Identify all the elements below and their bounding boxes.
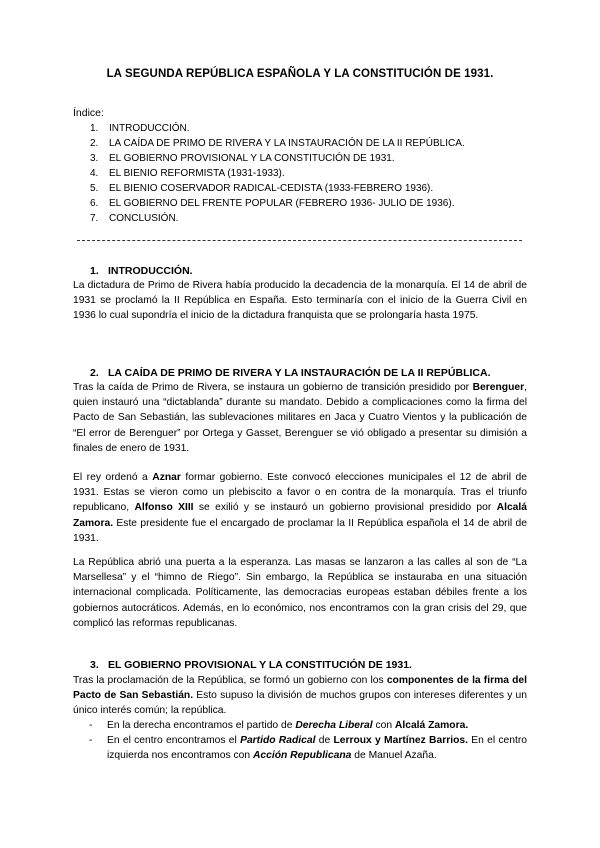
section-heading-caida: 2. LA CAÍDA DE PRIMO DE RIVERA Y LA INSTAURACIÓN DE LA II REPÚBLICA. xyxy=(90,367,491,379)
paragraph: La República abrió una puerta a la esperanza. Las masas se lanzaron a las calles al son de “La Marsellesa” y el “himno de Riego”. Sin embargo, la República se instauraba en una situación internacional complicada. Políticamente, las democracias europeas estaban débiles frente a los gobiernos autocráticos. Además, en lo económico, nos encontramos con la gran crisis del 29, que complicó las reformas republicanas. xyxy=(73,557,527,629)
list-item: - En la derecha encontramos el partido de Derecha Liberal con Alcalá Zamora. xyxy=(89,720,469,731)
section-heading-introduccion: 1. INTRODUCCIÓN. xyxy=(90,265,193,277)
toc-item: 2. LA CAÍDA DE PRIMO DE RIVERA Y LA INSTAURACIÓN DE LA II REPÚBLICA. xyxy=(90,138,465,149)
document-title: LA SEGUNDA REPÚBLICA ESPAÑOLA Y LA CONSTITUCIÓN DE 1931. xyxy=(106,68,494,80)
dashed-separator xyxy=(77,240,522,241)
paragraph: Tras la caída de Primo de Rivera, se instaura un gobierno de transición presidido por Berenguer, quien instauró una “dictablanda” durante su mandato. Debido a complicaciones como la firma del Pacto de San Sebastián, las sublevaciones militares en Jaca y Cuatro Vientos y la publicación de “El error de Berenguer” por Ortega y Gasset, Berenguer se vió obligado a presentar su dimisión a finales de enero de 1931. xyxy=(73,382,527,454)
toc-item: 6. EL GOBIERNO DEL FRENTE POPULAR (FEBRERO 1936- JULIO DE 1936). xyxy=(90,198,455,209)
section-heading-gobierno-provisional: 3. EL GOBIERNO PROVISIONAL Y LA CONSTITUCIÓN DE 1931. xyxy=(90,659,412,671)
toc-item: 1. INTRODUCCIÓN. xyxy=(90,123,190,134)
paragraph: El rey ordenó a Aznar formar gobierno. Este convocó elecciones municipales el 12 de abril de 1931. Estas se vieron como un plebiscito a favor o en contra de la monarquía. Tras el triunfo republicano, Alfonso XIII se exilió y se instauró un gobierno provisional presidido por Alcalá Zamora. Este presidente fue el encargado de proclamar la II República española el 14 de abril de 1931. xyxy=(73,472,528,544)
toc-item: 7. CONCLUSIÓN. xyxy=(90,213,179,224)
toc-item: 4. EL BIENIO REFORMISTA (1931-1933). xyxy=(90,168,285,179)
table-of-contents xyxy=(90,121,465,226)
paragraph: La dictadura de Primo de Rivera había producido la decadencia de la monarquía. El 14 de abril de 1931 se proclamó la II República en España. Esto terminaría con el inicio de la Guerra Civil en 1936 lo cual supondría el inicio de la dictadura franquista que se prolongaría hasta 1975. xyxy=(73,280,527,322)
index-label: Índice: xyxy=(73,107,104,119)
party-list xyxy=(89,718,527,764)
paragraph: Tras la proclamación de la República, se formó un gobierno con los componentes de la firma del Pacto de San Sebastián. Esto supuso la división de muchos grupos con intereses diferentes y un único interés común; la república. xyxy=(73,675,528,717)
toc-item: 3. EL GOBIERNO PROVISIONAL Y LA CONSTITUCIÓN DE 1931. xyxy=(90,153,395,164)
toc-item: 5. EL BIENIO COSERVADOR RADICAL-CEDISTA (1933-FEBRERO 1936). xyxy=(90,183,434,194)
list-item: - En el centro encontramos el Partido Radical de Lerroux y Martínez Barrios. En el centro izquierda nos encontramos con Acción Republicana de Manuel Azaña. xyxy=(89,735,527,762)
